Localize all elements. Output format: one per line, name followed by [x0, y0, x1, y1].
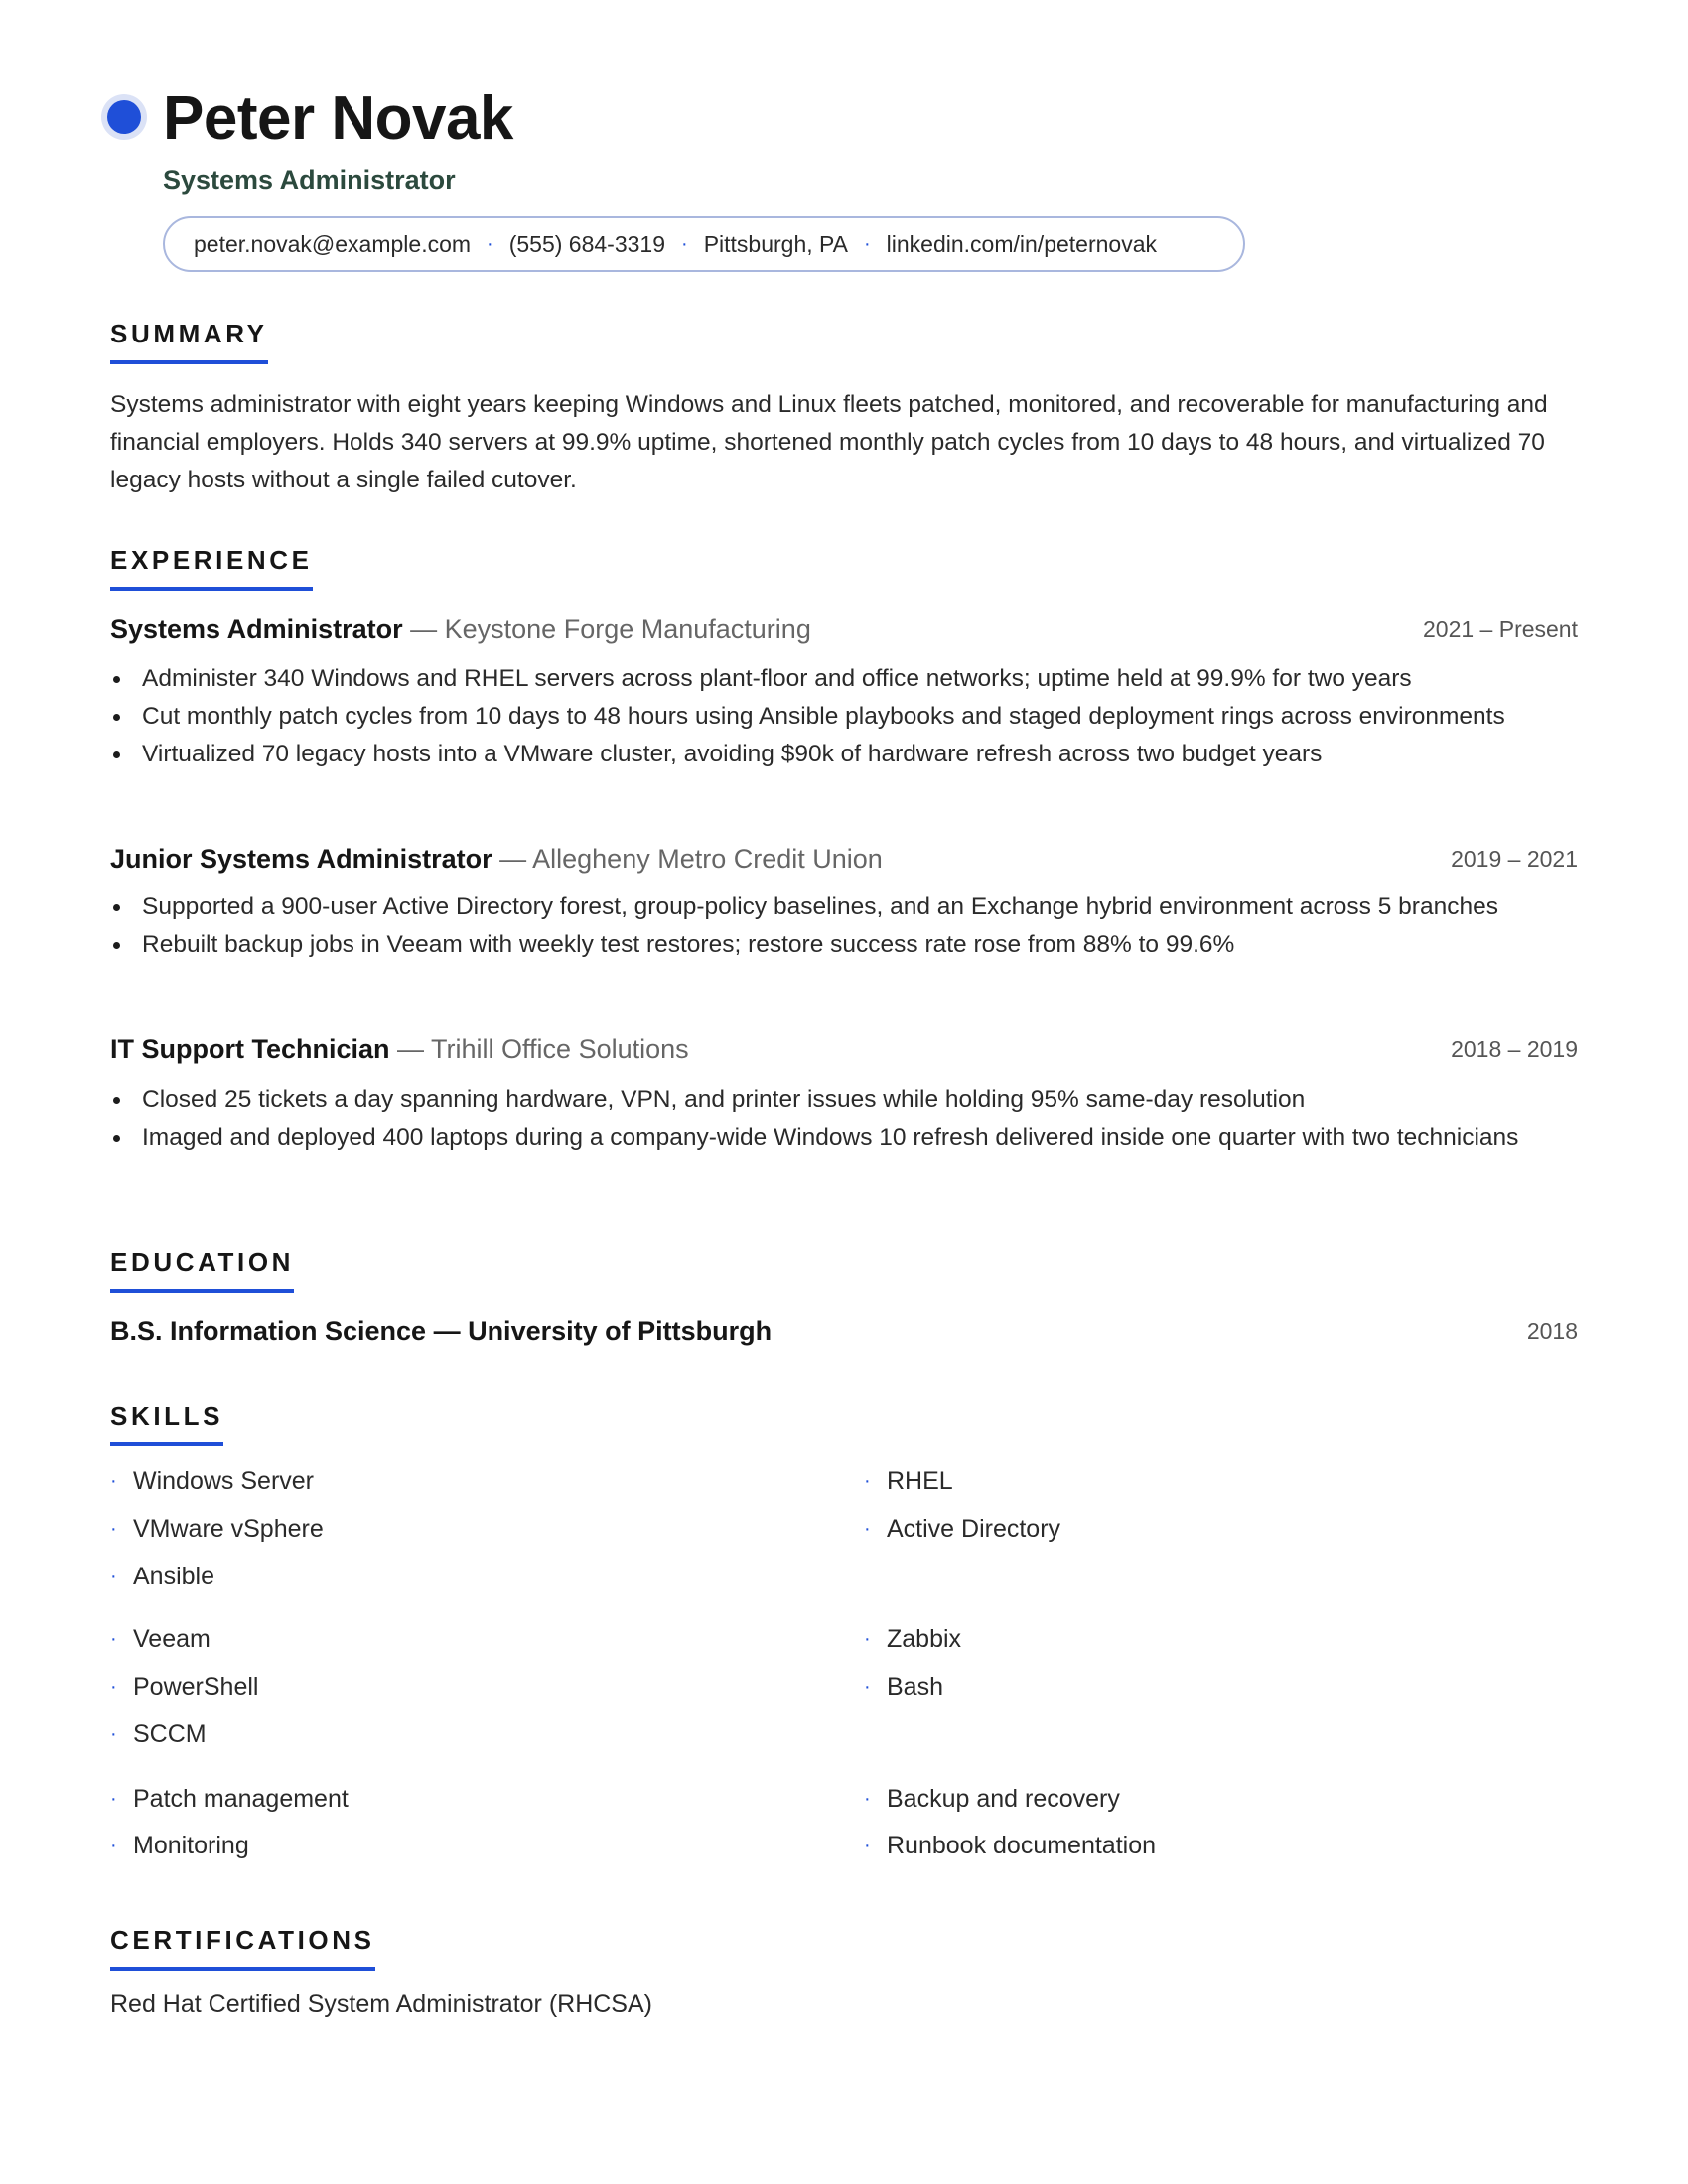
skill-item: · Active Directory	[864, 1515, 1061, 1543]
skill-item: · Ansible	[110, 1563, 214, 1590]
section-title-summary: SUMMARY	[110, 319, 268, 348]
certification-item: Red Hat Certified System Administrator (RHCSA)	[110, 1990, 652, 2018]
skill-item: · PowerShell	[110, 1673, 259, 1701]
section-title-education: EDUCATION	[110, 1247, 295, 1277]
skill-item: · Backup and recovery	[864, 1785, 1120, 1813]
job-header	[110, 841, 1578, 877]
list-item: Rebuilt backup jobs in Veeam with weekly test restores; restore success rate rose from 88% to 99.6%	[110, 926, 1578, 964]
job-header	[110, 612, 1578, 647]
contact-email[interactable]: peter.novak@example.com	[194, 230, 472, 257]
list-item: Administer 340 Windows and RHEL servers across plant-floor and office networks; uptime held at 99.9% for two years	[110, 660, 1578, 698]
skill-item: · RHEL	[864, 1467, 953, 1495]
skill-item: · Veeam	[110, 1625, 211, 1653]
job-dash: —	[410, 614, 445, 644]
skill-item: · Patch management	[110, 1785, 349, 1813]
job-dates: 2019 – 2021	[1451, 846, 1578, 872]
job-dash: —	[397, 1034, 432, 1064]
list-item: Virtualized 70 legacy hosts into a VMware cluster, avoiding $90k of hardware refresh across two budget years	[110, 736, 1578, 773]
contact-location: Pittsburgh, PA	[703, 230, 848, 257]
contact-phone[interactable]: (555) 684-3319	[508, 230, 666, 257]
contact-separator: ·	[681, 232, 688, 255]
job-company: Trihill Office Solutions	[431, 1034, 689, 1064]
job-dates: 2021 – Present	[1422, 616, 1578, 642]
section-title-experience: EXPERIENCE	[110, 545, 313, 575]
job-title: IT Support Technician	[110, 1034, 390, 1064]
education-entry	[110, 1313, 1578, 1349]
skill-item: · Windows Server	[110, 1467, 314, 1495]
job-bullets	[110, 660, 1578, 773]
list-item: Supported a 900-user Active Directory forest, group-policy baselines, and an Exchange hybrid environment across 5 branches	[110, 888, 1578, 926]
skill-item: · VMware vSphere	[110, 1515, 324, 1543]
skill-item: · Monitoring	[110, 1832, 249, 1859]
section-title-skills: SKILLS	[110, 1401, 224, 1431]
job-dash: —	[499, 844, 533, 874]
list-item: Imaged and deployed 400 laptops during a company-wide Windows 10 refresh delivered inside one quarter with two technicians	[110, 1119, 1578, 1157]
candidate-role: Systems Administrator	[163, 165, 456, 195]
list-item: Cut monthly patch cycles from 10 days to 48 hours using Ansible playbooks and staged deployment rings across environments	[110, 698, 1578, 736]
job-header	[110, 1031, 1578, 1067]
skill-item: · SCCM	[110, 1720, 207, 1748]
summary-text: Systems administrator with eight years keeping Windows and Linux fleets patched, monitored, and recoverable for manufacturing and financial employers. Holds 340 servers at 99.9% uptime, shortened monthly patch cycles from 10 days to 48 hours, and virtualized 70 legacy hosts without a single failed cutover.	[110, 391, 1548, 493]
accent-dot-icon	[101, 94, 147, 140]
job-bullets	[110, 888, 1578, 964]
resume-header	[110, 81, 1578, 280]
candidate-name: Peter Novak	[163, 84, 513, 153]
contact-linkedin[interactable]: linkedin.com/in/peternovak	[886, 230, 1157, 257]
job-dates: 2018 – 2019	[1451, 1036, 1578, 1062]
job-bullets	[110, 1081, 1578, 1157]
skill-item: · Bash	[864, 1673, 943, 1701]
education-year: 2018	[1526, 1318, 1578, 1344]
contact-separator: ·	[864, 232, 871, 255]
job-company: Allegheny Metro Credit Union	[532, 844, 883, 874]
job-company: Keystone Forge Manufacturing	[444, 614, 811, 644]
education-degree: B.S. Information Science — University of Pittsburgh	[110, 1316, 773, 1346]
contact-separator: ·	[487, 232, 493, 255]
section-title-certifications: CERTIFICATIONS	[110, 1925, 375, 1955]
skill-item: · Runbook documentation	[864, 1832, 1157, 1859]
skill-item: · Zabbix	[864, 1625, 962, 1653]
contact-bar	[163, 216, 1245, 272]
list-item: Closed 25 tickets a day spanning hardware, VPN, and printer issues while holding 95% same-day resolution	[110, 1081, 1578, 1119]
job-title: Junior Systems Administrator	[110, 844, 492, 874]
job-title: Systems Administrator	[110, 614, 403, 644]
